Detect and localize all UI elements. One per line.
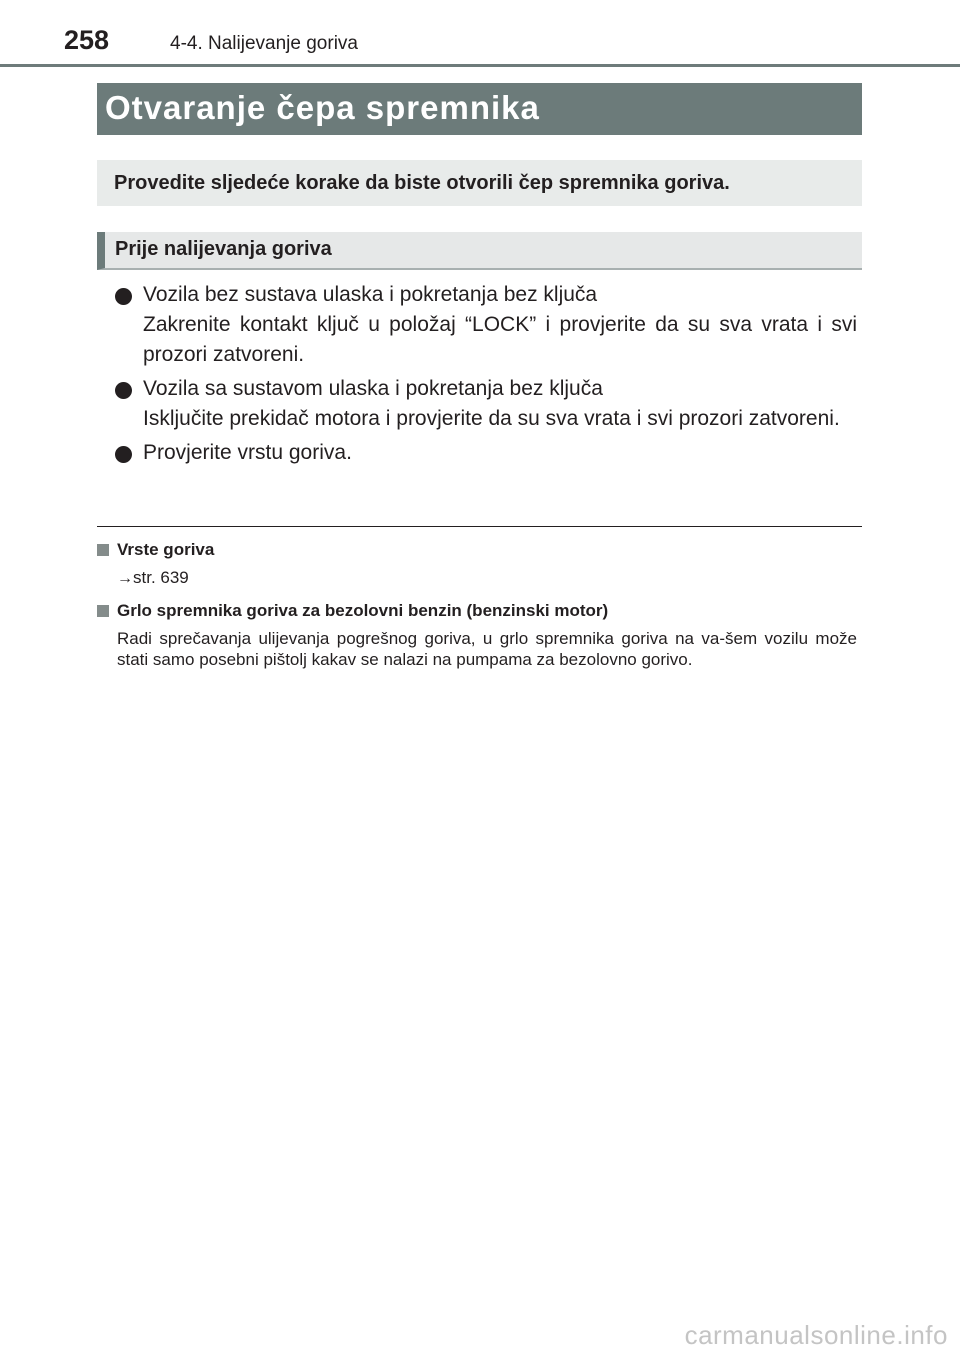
page-reference-text: str. 639 bbox=[133, 568, 189, 587]
section-reference: 4-4. Nalijevanje goriva bbox=[170, 33, 358, 54]
watermark: carmanualsonline.info bbox=[684, 1320, 948, 1350]
square-bullet-icon bbox=[97, 605, 109, 617]
bullet-item bbox=[115, 280, 857, 370]
page-number: 258 bbox=[64, 25, 110, 55]
note-heading-text: Grlo spremnika goriva za bezolovni benzin (benzinski motor) bbox=[117, 601, 609, 620]
page-reference-link[interactable] bbox=[97, 567, 857, 590]
notes-section bbox=[97, 539, 857, 680]
note bbox=[97, 600, 857, 670]
note-heading-text: Vrste goriva bbox=[117, 540, 215, 559]
header-rule bbox=[0, 64, 960, 67]
bullet-dot-icon bbox=[115, 382, 132, 399]
note bbox=[97, 539, 857, 590]
bullet-list bbox=[115, 280, 857, 472]
page-title: Otvaranje čepa spremnika bbox=[97, 83, 862, 135]
bullet-dot-icon bbox=[115, 446, 132, 463]
bullet-item bbox=[115, 438, 857, 468]
subheading: Prije nalijevanja goriva bbox=[97, 232, 862, 270]
bullet-description: Zakrenite kontakt ključ u položaj “LOCK” i provjerite da su sva vrata i svi prozori zatvoreni. bbox=[143, 313, 857, 366]
square-bullet-icon bbox=[97, 544, 109, 556]
bullet-item bbox=[115, 374, 857, 434]
bullet-title: Vozila bez sustava ulaska i pokretanja bez ključa bbox=[143, 283, 598, 306]
arrow-right-icon: → bbox=[117, 570, 133, 587]
note-body: Radi sprečavanja ulijevanja pogrešnog goriva, u grlo spremnika goriva na va-šem vozilu može stati samo posebni pištolj kakav se nalazi na pumpama za bezolovno gorivo. bbox=[117, 629, 857, 669]
note-heading bbox=[97, 600, 857, 622]
bullet-dot-icon bbox=[115, 288, 132, 305]
bullet-description: Isključite prekidač motora i provjerite da su sva vrata i svi prozori zatvoreni. bbox=[143, 407, 840, 430]
note-heading bbox=[97, 539, 857, 561]
bullet-title: Provjerite vrstu goriva. bbox=[143, 441, 352, 464]
bullet-title: Vozila sa sustavom ulaska i pokretanja bez ključa bbox=[143, 377, 603, 400]
notes-divider bbox=[97, 526, 862, 527]
intro-box: Provedite sljedeće korake da biste otvorili čep spremnika goriva. bbox=[97, 160, 862, 206]
